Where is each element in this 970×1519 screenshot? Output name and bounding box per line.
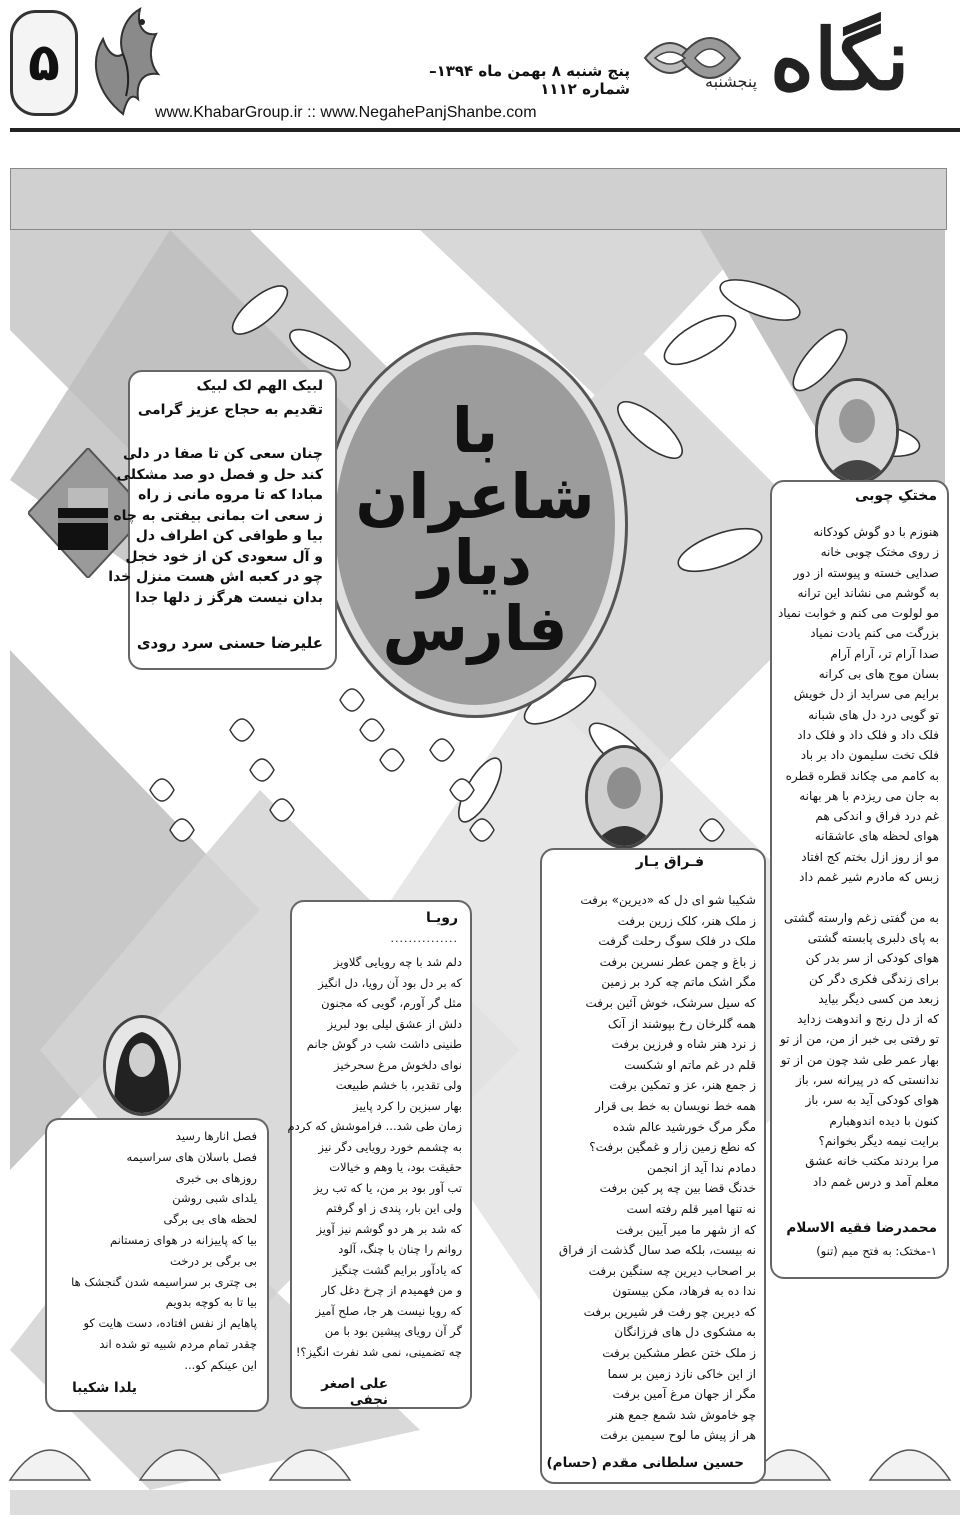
verse-line: چه تضمینی، نمی شد نفرت انگیز؟! bbox=[295, 1344, 462, 1359]
hajj-poem-box bbox=[108, 370, 337, 670]
verse-line: برایت نیمه دیگر بخوانم؟ bbox=[818, 1133, 939, 1148]
verse-line: غم درد فراق و اندکی هم bbox=[815, 809, 939, 824]
verse-line: برای زندگی فکری دگر کن bbox=[809, 971, 939, 986]
verse-line: ندا ده به فرهاد، مکن بیستون bbox=[612, 1284, 756, 1299]
yalda-poem-box bbox=[45, 1118, 269, 1412]
verse-line: دلش از عشق لیلی بود لبریز bbox=[327, 1016, 462, 1031]
verse-line: که شد بر هر دو گوشم نیز آویز bbox=[316, 1221, 462, 1236]
verse-line: همه خط نویسان به خط بی قرار bbox=[595, 1098, 756, 1113]
poet-photo-soltani bbox=[585, 745, 663, 849]
verse-line: که از شهر ما میر آیین برفت bbox=[615, 1222, 756, 1237]
verse-line: دلم شد با چه رویایی گلاویز bbox=[333, 955, 462, 969]
hajj-heading-1: لبیک الهم لک لبیک bbox=[196, 378, 323, 394]
verse-line: که دیرین چو رفت فر شیرین برفت bbox=[583, 1304, 756, 1319]
verse-line: زمان طی شد... فراموشش که کردم bbox=[287, 1119, 462, 1133]
roya-verses bbox=[288, 952, 462, 1362]
masthead bbox=[0, 0, 970, 132]
verse-line: مرا بردند مکتب خانه عشق bbox=[805, 1154, 939, 1169]
verse-line: بهار عمر طی شد چون من از تو bbox=[780, 1052, 939, 1067]
mokhtak-poem-box bbox=[770, 480, 949, 1279]
roya-dots: ............... bbox=[390, 932, 458, 945]
verse-line: یلدای شبی روشن bbox=[172, 1191, 257, 1206]
verse-line: زبس که مادرم شیر غمم داد bbox=[799, 870, 939, 885]
verse-line: و آل سعودی کن از خود خجل bbox=[125, 548, 323, 565]
verse-line: پاهایم از نفس افتاده، دست هایت کو bbox=[83, 1316, 257, 1331]
verse-line: هنوزم با دو گوش کودکانه bbox=[813, 525, 939, 539]
verse-line: فلک داد و فلک داد و فلک داد bbox=[797, 727, 939, 742]
verse-line: هوای لحظه های عاشقانه bbox=[814, 829, 939, 844]
portrait-icon bbox=[588, 748, 660, 846]
title-line-4: فارس bbox=[382, 592, 568, 665]
verse-line: همه گلرخان رخ بپوشند از آنک bbox=[607, 1016, 756, 1031]
feraq-poet: حسین سلطانی مقدم (حسام) bbox=[546, 1455, 744, 1471]
verse-line: مبادا که تا مروه مانی ز راه bbox=[138, 487, 323, 503]
verse-line: که رویا نیست هر جا، صلح آمیز bbox=[315, 1303, 462, 1318]
verse-line: مو از روز ازل بختم کج افتاد bbox=[801, 849, 939, 864]
verse-line: ولی این بار، پندی ز او گرفتم bbox=[325, 1201, 462, 1215]
verse-line: مگر از جهان مرغ آمین برفت bbox=[612, 1387, 756, 1402]
verse-line: از این خاکی نازد زمین بر سما bbox=[607, 1366, 756, 1381]
verse-line: برایم می سراید از دل خویش bbox=[793, 687, 939, 702]
verse-line: لحظه های بی برگی bbox=[163, 1212, 257, 1227]
verse-line: بزرگت می کنم یادت نمیاد bbox=[810, 626, 939, 641]
dateline: پنج شنبه ۸ بهمن ماه ۱۳۹۴– شماره ۱۱۱۲ bbox=[429, 62, 630, 98]
roya-poet: علی اصغر نجفی bbox=[321, 1376, 388, 1408]
verse-line: به مشکوی دل های فرزانگان bbox=[614, 1325, 756, 1340]
verse-line: که از دل رنج و اندوهت زداید bbox=[797, 1012, 939, 1027]
header-divider bbox=[10, 128, 960, 132]
title-circle bbox=[325, 335, 625, 715]
verse-line: چو در کعبه اش هست منزل خدا bbox=[108, 569, 323, 585]
verse-line bbox=[778, 887, 939, 907]
verse-line: ز باغ و چمن عطر نسرین برفت bbox=[599, 954, 756, 969]
verse-line: و من فهمیدم از چرخ دغل کار bbox=[321, 1283, 462, 1297]
verse-line: قلم در غم ماتم او شکست bbox=[624, 1057, 756, 1072]
page-number: ۵ bbox=[10, 10, 78, 116]
verse-line: کند حل و فصل دو صد مشکلی bbox=[116, 466, 323, 483]
verse-line: معلم آمد و درس غمم داد bbox=[812, 1174, 939, 1189]
footer-band bbox=[10, 1490, 960, 1515]
verse-line: که بر دل بود آن رویا، دل انگیز bbox=[318, 975, 462, 990]
verse-line: بی برگی بر درخت bbox=[170, 1253, 257, 1268]
verse-line: چقدر تمام مردم شبیه تو شده اند bbox=[99, 1336, 257, 1351]
verse-line: تب آور بود بر من، یا که تب ریز bbox=[313, 1180, 462, 1195]
verse-line: ملک در فلک سوگ رحلت گرفت bbox=[598, 934, 756, 949]
verse-line: روانم را چنان با چنگ، آلود bbox=[338, 1242, 462, 1256]
hajj-poet: علیرضا حسنی سرد رودی bbox=[136, 634, 323, 652]
verse-line: دمادم ندا آید از انجمن bbox=[646, 1160, 756, 1175]
verse-line: ز جمع هنر، عز و تمکین برفت bbox=[609, 1078, 756, 1093]
title-line-1: با bbox=[451, 394, 499, 467]
verse-line: به کامم می چکاند قطره قطره bbox=[785, 768, 939, 783]
verse-line: فلک تخت سلیمون داد بر باد bbox=[800, 748, 939, 763]
verse-line: مو لولوت می کنم و خوابت نمیاد bbox=[777, 606, 939, 621]
verse-line: به چشمم خورد رویایی دگر نیز bbox=[318, 1139, 462, 1154]
verse-line: بهار سبزین را کرد پاییز bbox=[353, 1098, 462, 1113]
title-line-2: شاعران bbox=[355, 460, 595, 533]
verse-line: ز ملک هنر، کلک زرین برفت bbox=[617, 913, 756, 928]
verse-line: مگر اشک ماتم چه کرد بر زمین bbox=[601, 975, 756, 990]
verse-line: زبعد من کسی دیگر بیاید bbox=[818, 991, 939, 1006]
verse-line: به گوشم می نشاند این ترانه bbox=[797, 585, 939, 600]
verse-line: بیا که پاییزانه در هوای زمستانم bbox=[109, 1232, 257, 1247]
verse-line: که یادآور برایم گشت چنگیز bbox=[332, 1262, 462, 1277]
verse-line: تو گویی درد دل های شبانه bbox=[808, 707, 939, 722]
mokhtak-verses bbox=[778, 522, 939, 1192]
verse-line: بی چتری بر سراسیمه شدن گنجشک ها bbox=[71, 1274, 257, 1289]
hajj-heading-2: تقدیم به حجاج عزیز گرامی bbox=[137, 402, 323, 418]
verse-line: تو رفتی بی خبر از من، من از تو bbox=[779, 1032, 939, 1047]
verse-line: خدنگ قضا بین چه پر کین برفت bbox=[599, 1181, 756, 1196]
verse-line: ز نرد هنر شاه و فرزین برفت bbox=[611, 1037, 756, 1052]
verse-line: مثل گر آورم، گویی که مجنون bbox=[321, 996, 462, 1010]
logo-subtitle: پنجشنبه bbox=[705, 72, 758, 91]
verse-line: شکیبا شو ای دل که «دیرین» برفت bbox=[580, 893, 756, 907]
verse-line: نوای دلخوش مرغ سحرخیز bbox=[333, 1057, 462, 1072]
verse-line: بیا تا به کوچه بدویم bbox=[165, 1295, 257, 1310]
verse-line: فصل باسلان های سراسیمه bbox=[126, 1149, 257, 1164]
title-line-3: دیار bbox=[417, 526, 533, 599]
yalda-poet: یلدا شکیبا bbox=[72, 1380, 137, 1396]
feraq-heading: فـراق یـار bbox=[635, 854, 704, 870]
website-urls[interactable]: www.KhabarGroup.ir :: www.NegahePanjShanbe.com bbox=[155, 104, 537, 121]
poet-photo-faqih bbox=[815, 378, 899, 484]
verse-line: ز روی مختک چوبی خانه bbox=[820, 545, 939, 560]
poet-photo-shakiba bbox=[103, 1015, 181, 1116]
verse-line: صدا آرام تر، آرام آرام bbox=[830, 646, 939, 661]
verse-line: ز سعی ات بمانی بیفتی به چاه bbox=[113, 507, 323, 524]
verse-line: هر از پیش ما لوح سیمین برفت bbox=[600, 1428, 756, 1443]
yalda-verses bbox=[71, 1126, 257, 1376]
feraq-poem-box bbox=[540, 848, 766, 1484]
verse-line: به جان می ریزدم با هر بهانه bbox=[799, 788, 939, 803]
verse-line: هوای کودکی آید به سر، باز bbox=[805, 1093, 939, 1108]
portrait-icon bbox=[818, 381, 896, 481]
verse-line: نه تنها امیر قلم رفته است bbox=[626, 1201, 756, 1216]
verse-line: بسان موج های بی کرانه bbox=[818, 667, 939, 682]
verse-line: ولی تقدیر، با خشم طبیعت bbox=[335, 1078, 462, 1092]
mokhtak-footnote: ۱-مختک: به فتح میم (تنو) bbox=[816, 1244, 937, 1258]
logo-title: نگاه bbox=[770, 10, 910, 109]
roya-heading: رویـا bbox=[425, 910, 458, 926]
verse-line: هوای کودکی از سر بدر کن bbox=[805, 951, 939, 966]
portrait-icon bbox=[106, 1018, 178, 1113]
verse-line: که نطع زمین زار و غمگین برفت؟ bbox=[589, 1140, 756, 1155]
roya-poem-box bbox=[287, 900, 472, 1409]
verse-line: طنینی داشت شب در گوش جانم bbox=[306, 1037, 462, 1051]
verse-line: ندانستی که در پیرانه سر، باز bbox=[795, 1073, 939, 1088]
mokhtak-heading: مختکِ چوبی bbox=[855, 488, 937, 504]
verse-line: حقیقت بود، یا وهم و خیالات bbox=[329, 1160, 462, 1174]
verse-line: گر آن رویای پیشین بود با من bbox=[324, 1324, 462, 1338]
feraq-verses bbox=[559, 890, 756, 1446]
verse-line: صدایی خسته و پیوسته از دور bbox=[793, 565, 939, 580]
verse-line: فصل انارها رسید bbox=[175, 1129, 257, 1143]
verse-line: کنون با دیده اندوهبارم bbox=[829, 1113, 939, 1128]
verse-line: چنان سعی کن تا صفا در دلی bbox=[122, 446, 323, 462]
verse-line: نه بیست، بلکه صد سال گذشت از فراق bbox=[558, 1243, 756, 1258]
mokhtak-poet: محمدرضا فقیه الاسلام bbox=[786, 1220, 937, 1236]
verse-line: روزهای بی خبری bbox=[175, 1170, 257, 1185]
verse-line: بیا و طوافی کن اطراف دل bbox=[135, 528, 323, 544]
top-gray-band bbox=[10, 168, 947, 230]
verse-line: مگر مرگ خورشید عالم شده bbox=[612, 1119, 756, 1134]
verse-line: بدان نیست هرگز ز دلها جدا bbox=[135, 589, 323, 606]
verse-line: که سیل سرشک، خوش آئین برفت bbox=[585, 995, 756, 1010]
verse-line: این عینکم کو... bbox=[184, 1357, 257, 1372]
verse-line: به من گفتی زغم وارسته گشتی bbox=[784, 910, 939, 925]
verse-line: به پای دلبری پابسته گشتی bbox=[807, 930, 939, 945]
verse-line: بر اصحاب دیرین چه سنگین برفت bbox=[588, 1263, 756, 1278]
verse-line: چو خاموش شد شمع جمع هنر bbox=[607, 1407, 756, 1422]
hajj-verses bbox=[108, 444, 323, 608]
verse-line: ز ملک ختن عطر مشکین برفت bbox=[602, 1346, 756, 1361]
